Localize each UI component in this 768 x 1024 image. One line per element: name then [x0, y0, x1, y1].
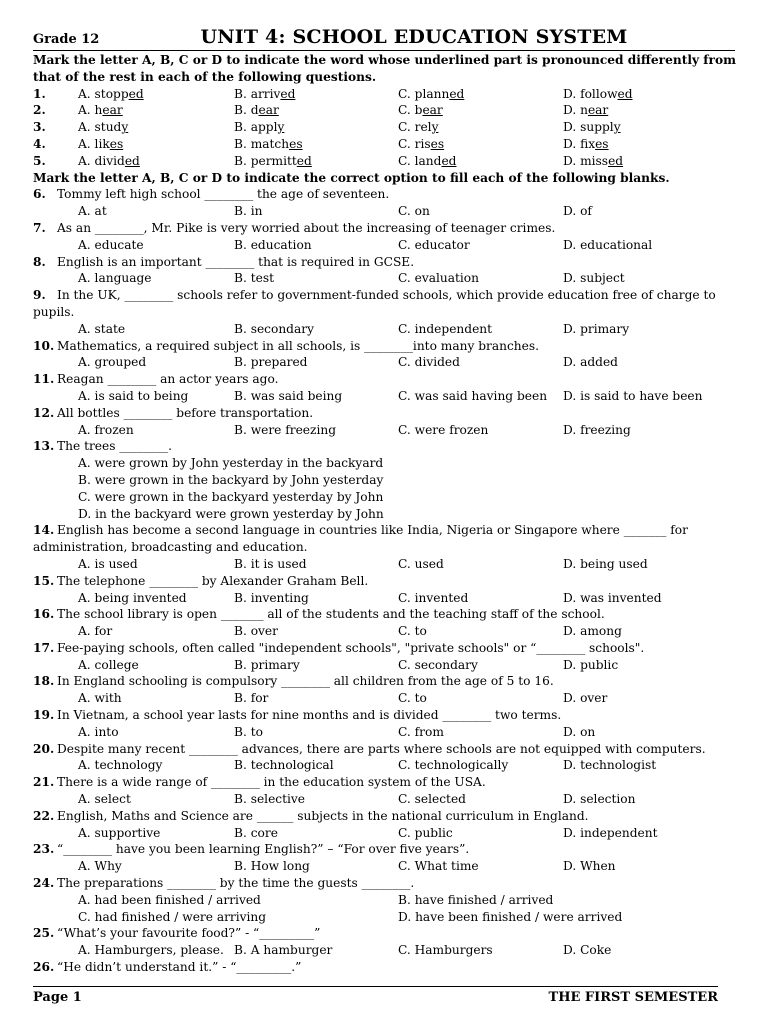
- question-text: Tommy left high school ________ the age of seventeen.: [57, 187, 390, 202]
- question-text: As an ________, Mr. Pike is very worried about the increasing of teenager crimes.: [57, 220, 556, 235]
- answer-option[interactable]: D. selection: [563, 792, 636, 807]
- options-row: [33, 237, 738, 254]
- answer-option[interactable]: C. were frozen: [398, 422, 489, 437]
- answer-option[interactable]: [398, 86, 464, 103]
- underlined-part: ed: [441, 153, 457, 168]
- answer-option[interactable]: B. for: [234, 691, 269, 706]
- answer-option[interactable]: A. with: [78, 691, 122, 706]
- question-stem: [33, 522, 738, 556]
- page-footer: [33, 986, 718, 1003]
- question-text: Reagan ________ an actor years ago.: [57, 372, 279, 387]
- question-text: “He didn’t understand it.” - “_________.”: [57, 960, 302, 975]
- answer-option[interactable]: B. to: [234, 724, 263, 739]
- underlined-part: y: [613, 120, 621, 135]
- question-stem: [33, 371, 738, 388]
- answer-option[interactable]: A. select: [78, 792, 131, 807]
- question-number: 19.: [33, 708, 55, 723]
- question-number: 11.: [33, 372, 55, 387]
- underlined-part: es: [109, 136, 124, 151]
- answer-option[interactable]: C. on: [398, 204, 430, 219]
- option-text: A. stud: [78, 120, 122, 135]
- answer-option[interactable]: B. in: [234, 204, 263, 219]
- options-row: [33, 422, 738, 439]
- question-number: 23.: [33, 842, 55, 857]
- options-row: [33, 388, 738, 405]
- answer-option[interactable]: D. in the backyard were grown yesterday by John: [78, 506, 384, 521]
- question-number: 9.: [33, 288, 46, 303]
- question-text: English has become a second language in countries like India, Nigeria or Singapore where _______ for administration, broadcasting and education.: [33, 523, 688, 555]
- option-text: C. ris: [398, 136, 431, 151]
- option-text: A. divid: [78, 153, 125, 168]
- answer-option[interactable]: B. How long: [234, 859, 310, 874]
- question-text: In the UK, ________ schools refer to government-funded schools, which provide education free of charge to pupils.: [33, 288, 716, 319]
- question-text: All bottles ________ before transportation.: [57, 405, 314, 420]
- instruction-pronunciation: Mark the letter A, B, C or D to indicate the word whose underlined part is pronounced differently from that of the rest in each of the following questions.: [33, 53, 736, 84]
- answer-option[interactable]: C. evaluation: [398, 271, 479, 286]
- question-text: English, Maths and Science are ______ subjects in the national curriculum in England.: [57, 808, 589, 823]
- answer-option[interactable]: [78, 119, 128, 136]
- grade-label: Grade 12: [33, 32, 100, 47]
- question-stem: [33, 741, 738, 758]
- answer-option[interactable]: C. What time: [398, 859, 479, 874]
- options-row: [33, 791, 738, 808]
- option-text: B. arriv: [234, 86, 281, 101]
- question-stem: [33, 405, 738, 422]
- answer-option[interactable]: D. primary: [563, 321, 630, 336]
- option-text: C. plann: [398, 86, 450, 101]
- answer-option[interactable]: B. technological: [234, 758, 334, 773]
- answer-option[interactable]: [563, 119, 621, 136]
- answer-option[interactable]: A. Why: [78, 859, 122, 874]
- question-text: Mathematics, a required subject in all schools, is ________into many branches.: [57, 338, 539, 353]
- answer-option[interactable]: [78, 136, 123, 153]
- answer-option[interactable]: A. being invented: [78, 590, 187, 605]
- question-stem: [33, 673, 738, 690]
- answer-option[interactable]: C. educator: [398, 237, 470, 252]
- answer-option[interactable]: A. college: [78, 657, 139, 672]
- question-row: [33, 153, 738, 170]
- answer-option[interactable]: C. to: [398, 624, 427, 639]
- question-text: English is an important ________ that is required in GCSE.: [57, 254, 415, 269]
- options-row: [33, 270, 738, 287]
- semester-label: THE FIRST SEMESTER: [548, 990, 718, 1005]
- question-number: 25.: [33, 926, 55, 941]
- question-number: 26.: [33, 960, 55, 975]
- answer-option[interactable]: [234, 136, 303, 153]
- underlined-part: ear: [587, 103, 609, 118]
- option-text: C. rel: [398, 120, 432, 135]
- options-row: [33, 623, 738, 640]
- underlined-part: y: [277, 120, 285, 135]
- question-number: 16.: [33, 607, 55, 622]
- question-text: Fee-paying schools, often called "independent schools", "private schools" or “________ schools".: [57, 640, 645, 655]
- answer-option[interactable]: A. had been finished / arrived: [78, 892, 261, 907]
- answer-option[interactable]: C. were grown in the backyard yesterday by John: [78, 489, 384, 504]
- answer-option[interactable]: [563, 153, 623, 170]
- answer-option[interactable]: C. divided: [398, 355, 460, 370]
- underlined-part: ed: [296, 153, 312, 168]
- answer-option[interactable]: D. is said to have been: [563, 388, 703, 403]
- question-number: 15.: [33, 573, 55, 588]
- answer-option[interactable]: B. were freezing: [234, 422, 336, 437]
- underlined-part: ear: [102, 103, 123, 118]
- answer-option[interactable]: [398, 136, 444, 153]
- options-row: [33, 690, 738, 707]
- answer-option[interactable]: [398, 119, 438, 136]
- answer-option[interactable]: D. added: [563, 355, 618, 370]
- answer-option[interactable]: [234, 119, 284, 136]
- underlined-part: es: [595, 136, 609, 151]
- answer-option[interactable]: C. to: [398, 691, 427, 706]
- question-number: 4.: [33, 136, 46, 151]
- answer-option[interactable]: B. primary: [234, 657, 300, 672]
- option-text: A. lik: [78, 136, 110, 151]
- question-text: Despite many recent ________ advances, there are parts where schools are not equipped with computers.: [57, 741, 706, 756]
- answer-option[interactable]: [398, 102, 443, 119]
- answer-option[interactable]: D. over: [563, 691, 608, 706]
- page-number: Page 1: [33, 990, 82, 1005]
- question-number: 17.: [33, 640, 55, 655]
- question-number: 2.: [33, 103, 46, 118]
- option-text: D. miss: [563, 153, 609, 168]
- question-stem: [33, 338, 738, 355]
- options-row: [33, 590, 738, 607]
- answer-option[interactable]: D. independent: [563, 825, 658, 840]
- answer-option[interactable]: C. Hamburgers: [398, 943, 493, 958]
- question-stem: [33, 808, 738, 825]
- question-row: [33, 119, 738, 136]
- answer-option[interactable]: B. prepared: [234, 355, 308, 370]
- answer-option[interactable]: D. When: [563, 859, 616, 874]
- options-row: [33, 321, 738, 338]
- answer-option[interactable]: D. on: [563, 724, 596, 739]
- answer-option[interactable]: A. is said to being: [78, 388, 189, 403]
- answer-option[interactable]: B. over: [234, 624, 278, 639]
- option-text: B. d: [234, 103, 259, 118]
- question-number: 6.: [33, 187, 46, 202]
- question-stem: [33, 707, 738, 724]
- question-stem: [33, 220, 738, 237]
- question-stem: [33, 606, 738, 623]
- question-number: 7.: [33, 220, 46, 235]
- answer-option[interactable]: [78, 153, 140, 170]
- answer-option[interactable]: C. was said having been: [398, 388, 548, 403]
- options-row: [33, 942, 738, 959]
- answer-option[interactable]: C. from: [398, 724, 444, 739]
- answer-option[interactable]: A. were grown by John yesterday in the backyard: [78, 456, 384, 471]
- answer-option[interactable]: C. technologically: [398, 758, 509, 773]
- question-row: [33, 86, 738, 103]
- question-text: The school library is open _______ all of the students and the teaching staff of the school.: [57, 607, 605, 622]
- option-text: D. suppl: [563, 120, 614, 135]
- question-number: 12.: [33, 405, 55, 420]
- option-text: B. permitt: [234, 153, 297, 168]
- answer-option[interactable]: C. selected: [398, 792, 466, 807]
- options-row: [33, 657, 738, 674]
- question-text: In England schooling is compulsory ________ all children from the age of 5 to 16.: [57, 674, 554, 689]
- answer-option[interactable]: A. technology: [78, 758, 163, 773]
- answer-option[interactable]: D. was invented: [563, 590, 662, 605]
- answer-option[interactable]: B. selective: [234, 792, 306, 807]
- answer-option[interactable]: B. test: [234, 271, 274, 286]
- underlined-part: y: [121, 120, 129, 135]
- question-number: 3.: [33, 120, 46, 135]
- answer-option[interactable]: A. for: [78, 624, 113, 639]
- answer-option[interactable]: B. inventing: [234, 590, 309, 605]
- question-text: In Vietnam, a school year lasts for nine months and is divided ________ two terms.: [57, 708, 562, 723]
- question-text: “________ have you been learning English?” – “For over five years”.: [57, 842, 470, 857]
- question-number: 1.: [33, 86, 46, 101]
- page-header: [33, 26, 735, 51]
- question-number: 21.: [33, 775, 55, 790]
- answer-option[interactable]: B. it is used: [234, 556, 307, 571]
- answer-option[interactable]: C. public: [398, 825, 453, 840]
- question-text: The telephone ________ by Alexander Graham Bell.: [57, 573, 369, 588]
- options-row: [33, 354, 738, 371]
- page-title: UNIT 4: SCHOOL EDUCATION SYSTEM: [200, 26, 628, 48]
- question-text: There is a wide range of ________ in the education system of the USA.: [57, 775, 486, 790]
- answer-option[interactable]: B. have finished / arrived: [398, 892, 554, 907]
- question-number: 18.: [33, 674, 55, 689]
- answer-option[interactable]: C. had finished / were arriving: [78, 909, 267, 924]
- question-row: [33, 136, 738, 153]
- underlined-part: ear: [258, 103, 279, 118]
- answer-option[interactable]: A. Hamburgers, please.: [78, 943, 224, 958]
- underlined-part: ed: [617, 86, 633, 101]
- underlined-part: es: [289, 136, 303, 151]
- answer-option[interactable]: B. was said being: [234, 388, 343, 403]
- answer-option[interactable]: A. frozen: [78, 422, 134, 437]
- options-row: [33, 825, 738, 842]
- answer-option[interactable]: [563, 102, 608, 119]
- underlined-part: ed: [449, 86, 465, 101]
- underlined-part: y: [431, 120, 439, 135]
- answer-option[interactable]: D. of: [563, 204, 592, 219]
- question-text: The preparations ________ by the time the guests ________.: [57, 876, 415, 891]
- answer-option[interactable]: D. Coke: [563, 943, 612, 958]
- answer-option[interactable]: A. is used: [78, 556, 138, 571]
- question-stem: [33, 774, 738, 791]
- answer-option[interactable]: C. invented: [398, 590, 469, 605]
- answer-option[interactable]: A. language: [78, 271, 152, 286]
- answer-option[interactable]: [78, 102, 123, 119]
- option-text: A. h: [78, 103, 103, 118]
- question-stem: [33, 186, 738, 203]
- option-text: C. b: [398, 103, 423, 118]
- question-number: 24.: [33, 876, 55, 891]
- question-number: 8.: [33, 254, 46, 269]
- answer-option[interactable]: D. have been finished / were arrived: [398, 909, 623, 924]
- option-text: D. n: [563, 103, 588, 118]
- question-stem: [33, 287, 738, 321]
- answer-option[interactable]: C. used: [398, 556, 444, 571]
- answer-option[interactable]: D. educational: [563, 237, 653, 252]
- options-row: [33, 203, 738, 220]
- question-number: 13.: [33, 439, 55, 454]
- question-stem: [33, 925, 738, 942]
- options-row: [33, 724, 738, 741]
- question-text: “What’s your favourite food?” - “_________”: [57, 926, 321, 941]
- underlined-part: ed: [608, 153, 624, 168]
- answer-option[interactable]: A. educate: [78, 237, 144, 252]
- answer-option[interactable]: [563, 136, 609, 153]
- options-row: [33, 757, 738, 774]
- option-text: C. land: [398, 153, 442, 168]
- answer-option[interactable]: [563, 86, 633, 103]
- question-stem: [33, 640, 738, 657]
- answer-option[interactable]: [234, 86, 295, 103]
- answer-option[interactable]: A. into: [78, 724, 119, 739]
- answer-option[interactable]: B. core: [234, 825, 278, 840]
- answer-option[interactable]: A. grouped: [78, 355, 147, 370]
- options-row: [33, 556, 738, 573]
- question-number: 10.: [33, 338, 55, 353]
- question-number: 14.: [33, 523, 55, 538]
- question-stem: [33, 841, 738, 858]
- option-text: A. stopp: [78, 86, 129, 101]
- underlined-part: ear: [422, 103, 443, 118]
- question-stem: [33, 438, 738, 455]
- answer-option[interactable]: B. secondary: [234, 321, 314, 336]
- question-number: 20.: [33, 741, 55, 756]
- answer-option[interactable]: [234, 102, 279, 119]
- answer-option[interactable]: B. were grown in the backyard by John yesterday: [78, 472, 384, 487]
- question-stem: [33, 573, 738, 590]
- answer-option[interactable]: B. education: [234, 237, 312, 252]
- question-text: The trees ________.: [57, 439, 172, 454]
- answer-option[interactable]: D. being used: [563, 556, 648, 571]
- answer-option[interactable]: A. state: [78, 321, 126, 336]
- options-row: [33, 892, 738, 909]
- answer-option[interactable]: A. supportive: [78, 825, 161, 840]
- instruction-fill-blank: Mark the letter A, B, C or D to indicate the correct option to fill each of the following blanks.: [33, 170, 670, 185]
- underlined-part: ed: [128, 86, 144, 101]
- answer-option[interactable]: D. freezing: [563, 422, 631, 437]
- answer-option[interactable]: C. independent: [398, 321, 493, 336]
- question-row: [33, 102, 738, 119]
- question-stem: [33, 959, 738, 976]
- answer-option[interactable]: D. public: [563, 657, 619, 672]
- option-text: B. appl: [234, 120, 278, 135]
- question-stem: [33, 254, 738, 271]
- answer-option[interactable]: C. secondary: [398, 657, 478, 672]
- option-text: B. match: [234, 136, 290, 151]
- answer-option[interactable]: [398, 153, 456, 170]
- answer-option[interactable]: B. A hamburger: [234, 943, 333, 958]
- option-text: D. fix: [563, 136, 596, 151]
- answer-option[interactable]: [78, 86, 144, 103]
- answer-option[interactable]: [234, 153, 312, 170]
- options-row: [33, 858, 738, 875]
- answer-option[interactable]: D. technologist: [563, 758, 657, 773]
- underlined-part: ed: [124, 153, 140, 168]
- underlined-part: ed: [280, 86, 296, 101]
- question-number: 22.: [33, 808, 55, 823]
- answer-option[interactable]: D. subject: [563, 271, 625, 286]
- answer-option[interactable]: D. among: [563, 624, 622, 639]
- question-stem: [33, 875, 738, 892]
- options-row: [33, 909, 738, 926]
- option-text: D. follow: [563, 86, 618, 101]
- question-number: 5.: [33, 153, 46, 168]
- underlined-part: es: [430, 136, 445, 151]
- question-list: [33, 52, 738, 976]
- answer-option[interactable]: A. at: [78, 204, 107, 219]
